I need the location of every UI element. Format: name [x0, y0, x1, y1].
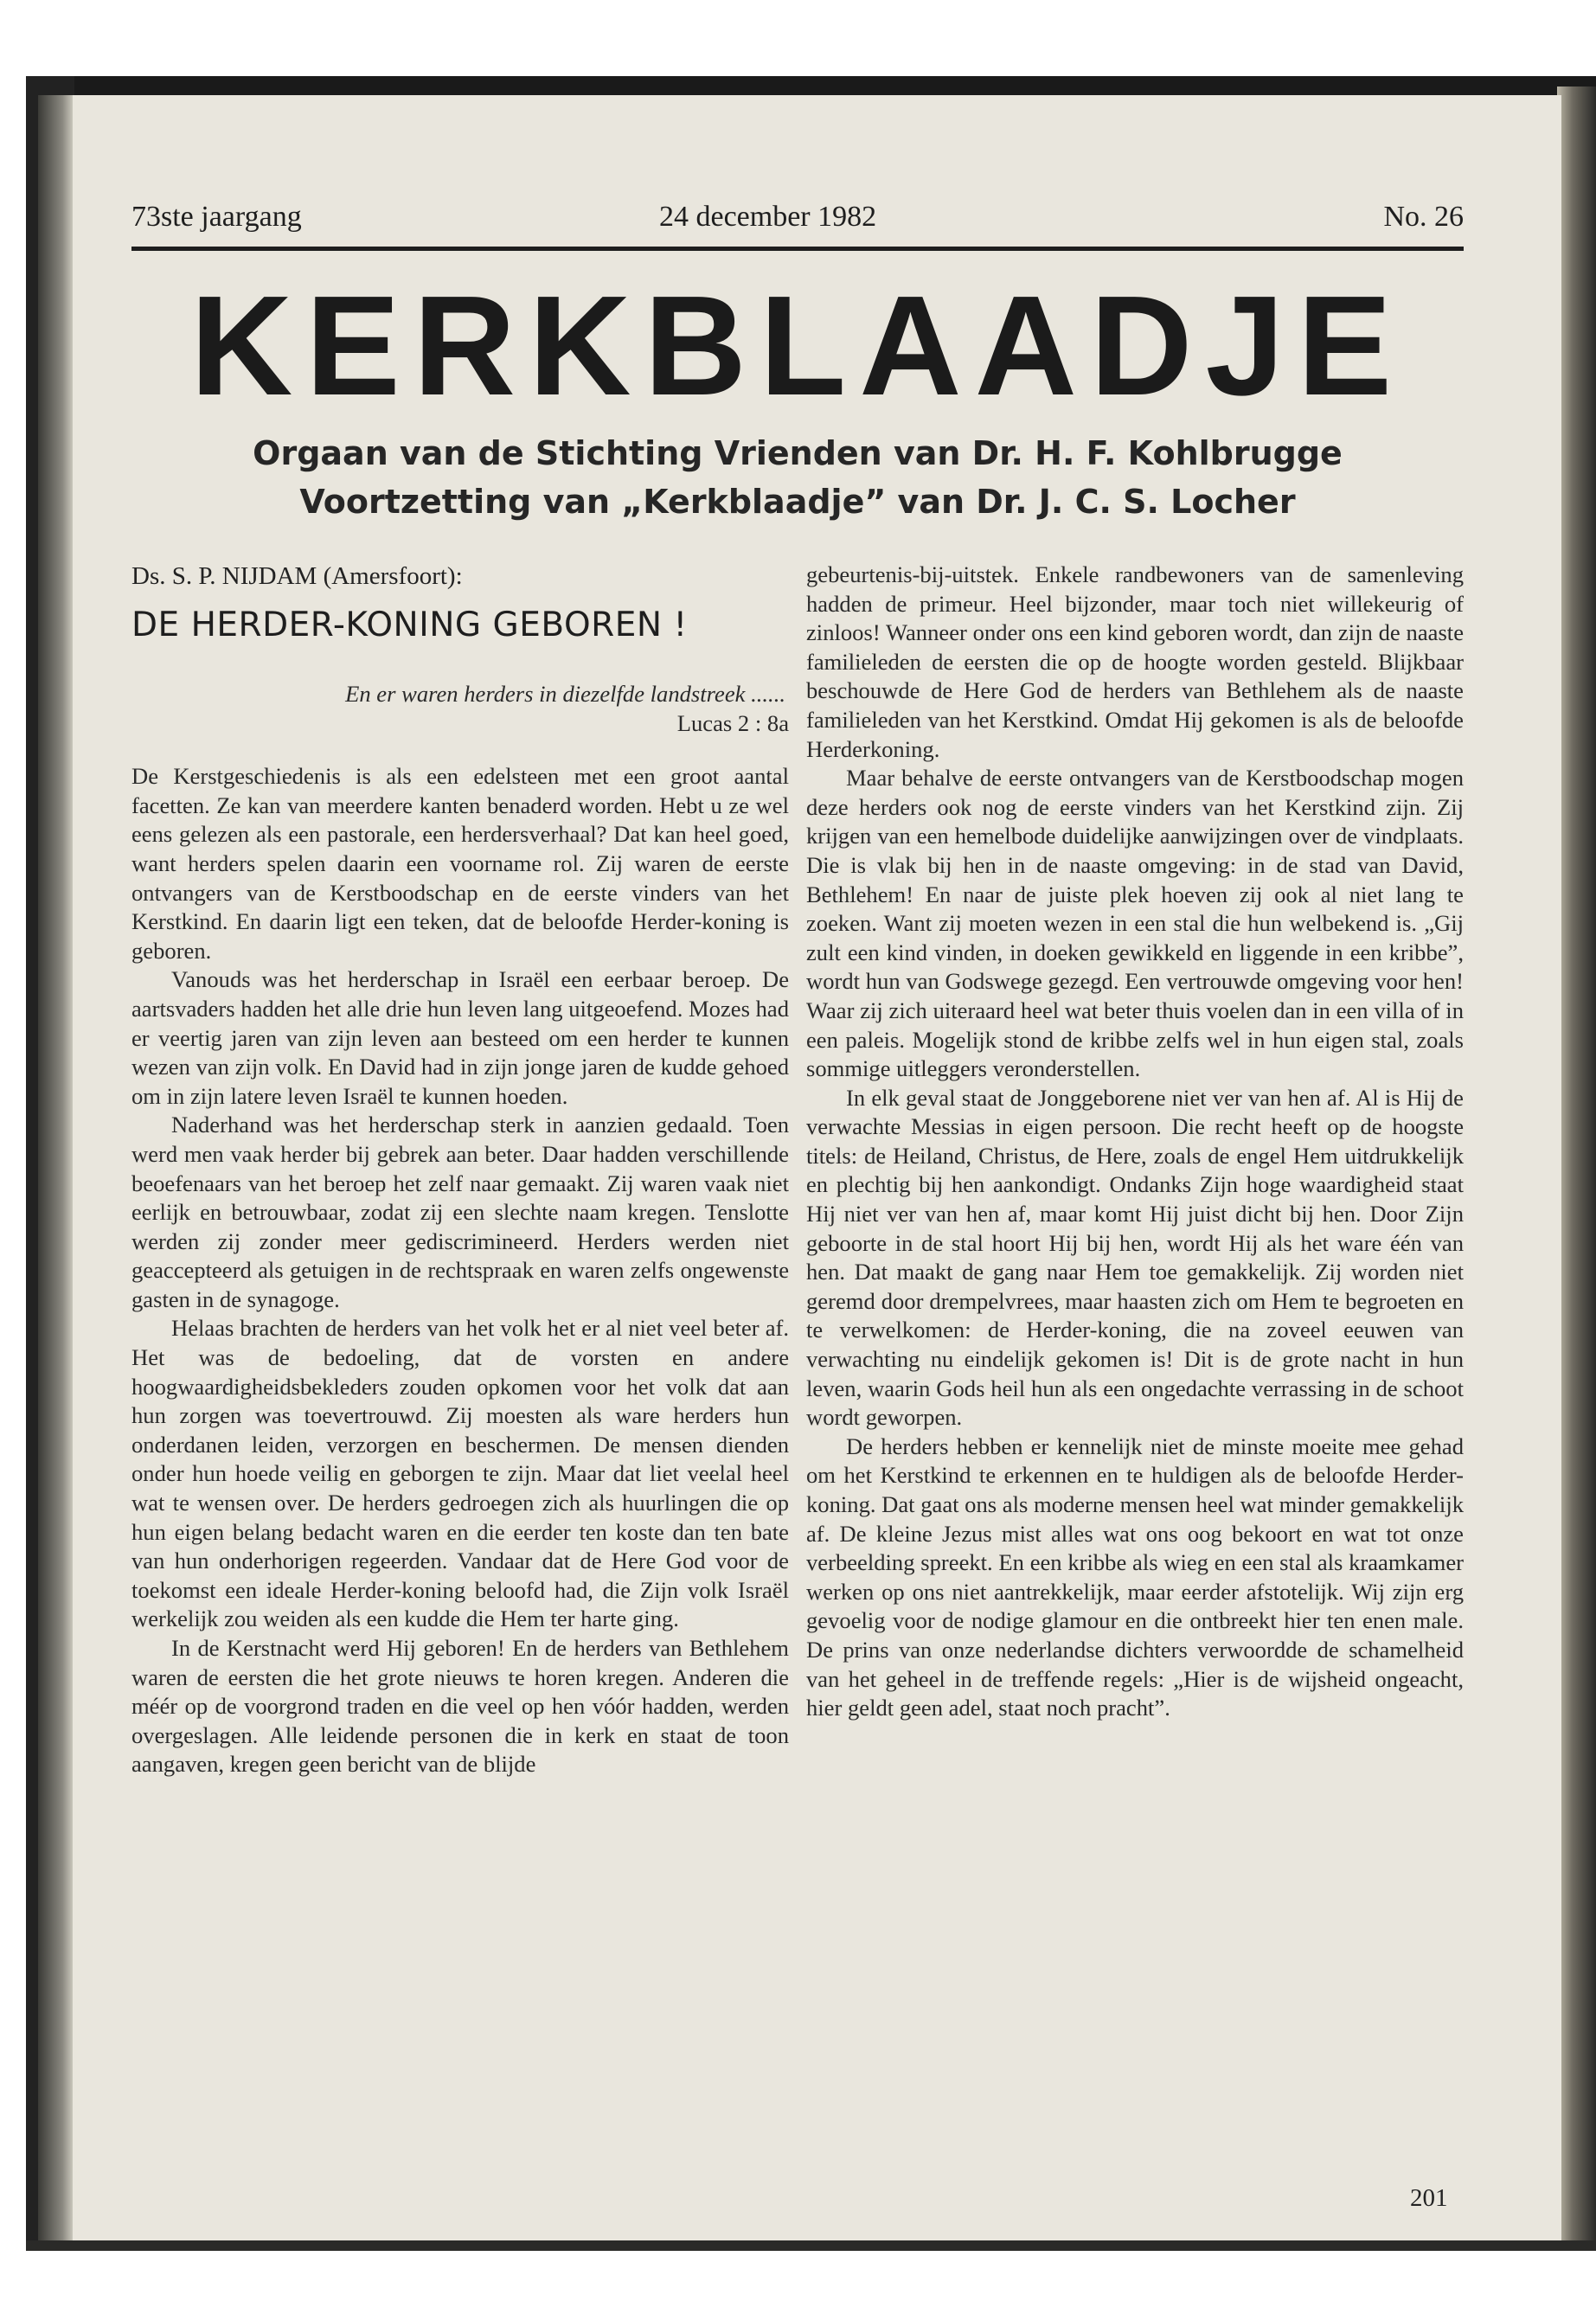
paragraph: Maar behalve de eerste ontvangers van de Kerstboodschap mogen deze herders ook nog de eerste vinders van het Kerstkind zijn. Zij krijgen van een hemelbode duidelijke aanwijzingen over de vindplaats. Die is vlak bij hen in de naaste omgeving: in de stad van David, Bethlehem! En naar de juiste plek hoeven zij ook al niet lang te zoeken. Want zij moeten wezen in een stal die hun welbekend is. „Gij zult een kind vinden, in doeken gewikkeld en liggende in een kribbe”, wordt hun van Godswege gezegd. Een vertrouwde omgeving voor hen! Waar zij zich uiteraard heel wat beter thuis voelen dan in een villa of in een paleis. Mogelijk stond de kribbe zelfs wel in hun eigen stal, zoals sommige uitleggers veronderstellen.: [806, 765, 1464, 1082]
epigraph: En er waren herders in diezelfde landstreek ......: [345, 681, 785, 707]
issue-date: 24 december 1982: [659, 201, 877, 233]
publication-title: KERKBLAADJE: [189, 266, 1406, 425]
article-headline: DE HERDER-KONING GEBOREN !: [131, 606, 688, 644]
subtitle-line-1: Orgaan van de Stichting Vrienden van Dr. H. F. Kohlbrugge: [253, 434, 1343, 472]
paragraph: De herders hebben er kennelijk niet de minste moeite mee gehad om het Kerstkind te erkennen en te huldigen als de beloofde Herder-koning. Dat gaat ons als moderne mensen heel wat minder gemakkelijk af. De kleine Jezus mist alles wat ons oog bekoort en wat tot onze verbeelding spreekt. En een kribbe als wieg en een stal als kraamkamer werken op ons niet aantrekkelijk, maar eerder afstotelijk. Wij zijn erg gevoelig voor de nodige glamour en die ontbreekt hier ten enen male. De prins van onze nederlandse dichters verwoordde de schamelheid van het geheel in de treffende regels: „Hier is de wijsheid ongeacht, hier geldt geen adel, staat noch pracht”.: [806, 1433, 1464, 1721]
paragraph: Naderhand was het herderschap sterk in aanzien gedaald. Toen werd men vaak herder bij gebrek aan beter. Daar hadden verschillende beoefenaars van het beroep het zelf naar gemaakt. Zij waren vaak niet eerlijk en betrouwbaar, zodat zij een slechte naam kregen. Tenslotte werden zij zonder meer gediscrimineerd. Herders werden niet geaccepteerd als getuigen in de rechtspraak en waren zelfs ongewenste gasten in de synagoge.: [131, 1112, 789, 1312]
article-column-left: [131, 561, 789, 1779]
paragraph: Helaas brachten de herders van het volk het er al niet veel beter af. Het was de bedoeling, dat de vorsten en andere hoogwaardigheidsbekleders zouden opkomen voor het volk dat aan hun zorgen was toevertrouwd. Zij moesten als ware herders hun onderdanen leiden, verzorgen en beschermen. De mensen dienden onder hun hoede veilig en geborgen te zijn. Maar dat liet veelal heel wat te wensen over. De herders gedroegen zich als huurlingen die op hun eigen belang bedacht waren en die eerder ten koste dan ten bate van hun onderhorigen regeerden. Vandaar dat de Here God voor de toekomst een ideale Herder-koning beloofd had, die Zijn volk Israël werkelijk zou weiden als een kudde die Hem ter harte ging.: [131, 1315, 789, 1632]
paragraph: De Kerstgeschiedenis is als een edelsteen met een groot aantal facetten. Ze kan van meerdere kanten benaderd worden. Hebt u ze wel eens gelezen als een pastorale, een herdersverhaal? Dat kan heel goed, want herders spelen daarin een voorname rol. Zij waren de eerste ontvangers van de Kerstboodschap en de eerste vinders van het Kerstkind. En daarin ligt een teken, dat de beloofde Herder-koning is geboren.: [131, 763, 789, 964]
paragraph: Vanouds was het herderschap in Israël een eerbaar beroep. De aartsvaders hadden het alle drie hun leven lang uitgeoefend. Mozes had er veertig jaren van zijn leven aan besteed om een herder te kunnen wezen van zijn volk. En David had in zijn jonge jaren de kudde gehoed om in zijn latere leven Israël te kunnen hoeden.: [131, 966, 789, 1109]
issue-number: No. 26: [1383, 201, 1464, 233]
scan-bottom-border: [26, 2240, 1596, 2251]
article-author: Ds. S. P. NIJDAM (Amersfoort):: [131, 562, 463, 590]
paragraph: In de Kerstnacht werd Hij geboren! En de herders van Bethlehem waren de eersten die het grote nieuws te horen kregen. Anderen die méér op de voorgrond traden en die veel op hen vóór hadden, werden overgeslagen. Alle leidende personen die in kerk en staat de toon aangaven, kregen geen bericht van de blijde: [131, 1635, 789, 1778]
epigraph-reference: Lucas 2 : 8a: [676, 709, 789, 736]
scan-right-border: [1557, 87, 1596, 2249]
paragraph: gebeurtenis-bij-uitstek. Enkele randbewoners van de samenleving hadden de primeur. Heel bijzonder, maar toch niet willekeurig of zinloos! Wanneer onder ons een kind geboren wordt, dan zijn de naaste familieleden de eersten die op de hoogte worden gesteld. Blijkbaar beschouwde de Here God de herders van Bethlehem als de naaste familieleden van het Kerstkind. Omdat Hij gekomen is als de beloofde Herderkoning.: [806, 561, 1464, 762]
binding-shadow: [38, 95, 73, 2240]
page-number: 201: [1410, 2184, 1448, 2212]
volume-label: 73ste jaargang: [131, 201, 302, 233]
article-column-right: [806, 561, 1464, 1723]
masthead-rule: [131, 247, 1464, 251]
subtitle-line-2: Voortzetting van „Kerkblaadje” van Dr. J. C. S. Locher: [299, 483, 1296, 521]
paragraph: In elk geval staat de Jonggeborene niet ver van hen af. Al is Hij de verwachte Messias in eigen persoon. Die recht heeft op de hoogste titels: de Heiland, Christus, de Here, zoals de engel Hem uitdrukkelijk en plechtig bij hen aankondigt. Ondanks Zijn hoge waardigheid staat Hij niet ver van hen af, maar komt Hij juist dicht bij hen. Door Zijn geboorte in de stal hoort Hij bij hen, wordt Hij als het ware één van hen. Dat maakt de gang naar Hem toe gemakkelijk. Zij worden niet geremd door drempelvrees, maar haasten zich om Hem te begroeten en te verwelkomen: de Herder-koning, die na zoveel eeuwen van verwachting nu eindelijk gekomen is! Dit is de grote nacht in hun leven, waarin Gods heil hun als een ongedachte verrassing in de schoot wordt geworpen.: [806, 1084, 1464, 1431]
